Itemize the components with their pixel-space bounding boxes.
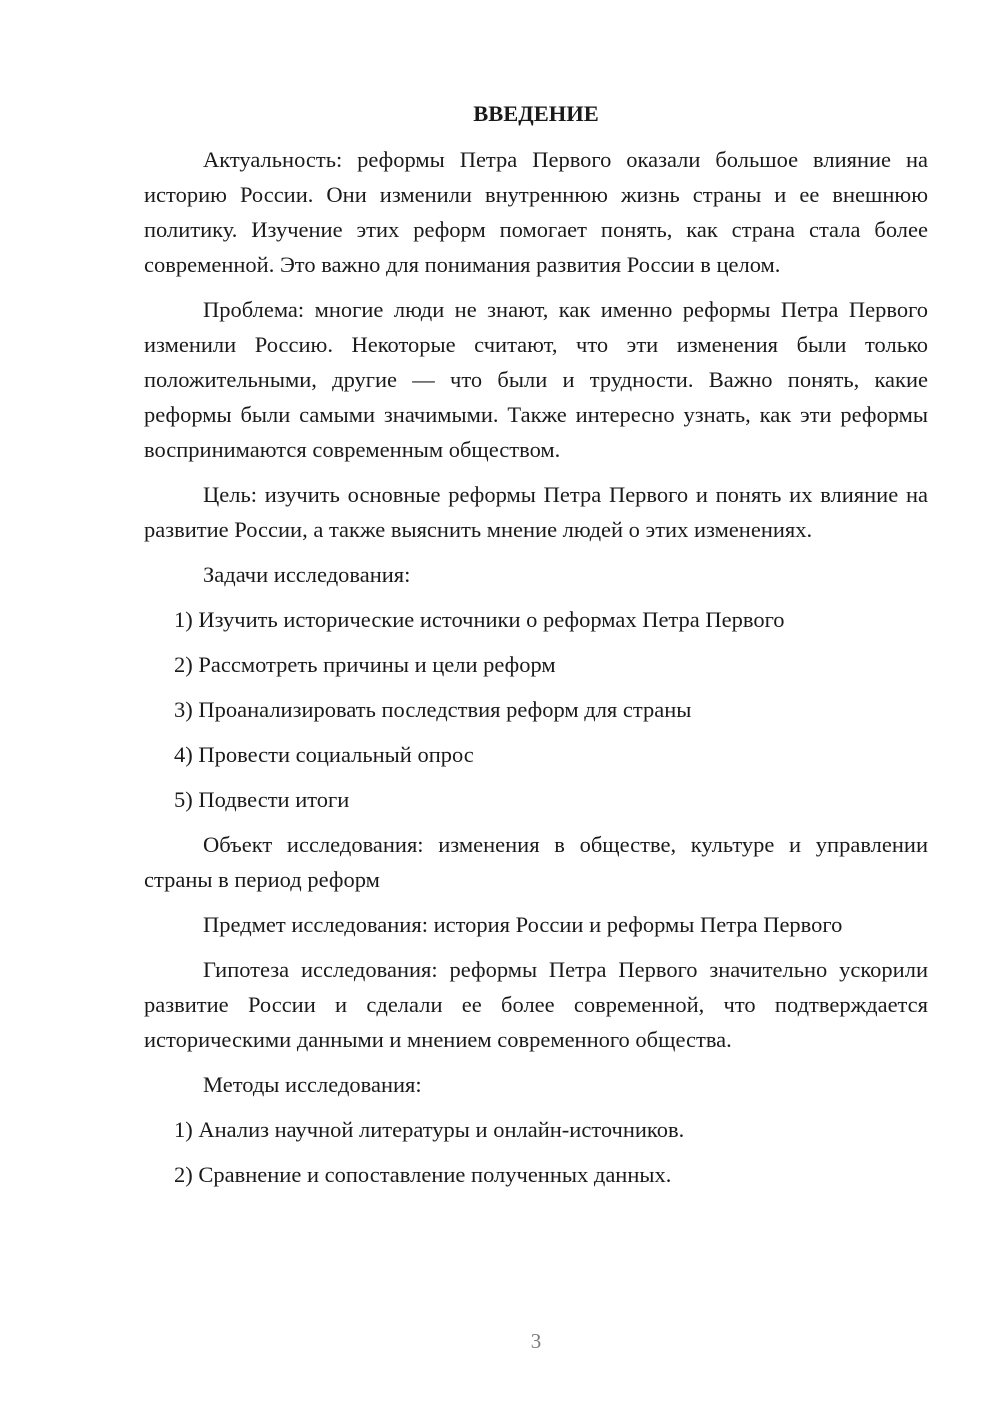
tasks-heading: Задачи исследования: (203, 562, 411, 587)
page-content (144, 96, 928, 1202)
list-item: 4) Провести социальный опрос (174, 742, 474, 767)
list-item: 5) Подвести итоги (174, 787, 350, 812)
hypothesis-paragraph: Гипотеза исследования: реформы Петра Первого значительно ускорили развитие России и сделали ее более современной, что подтверждается историческими данными и мнением современного общества. (144, 957, 928, 1052)
section-heading: ВВЕДЕНИЕ (473, 101, 599, 126)
list-item: 1) Изучить исторические источники о реформах Петра Первого (174, 607, 785, 632)
object-paragraph: Объект исследования: изменения в обществе, культуре и управлении страны в период реформ (144, 832, 928, 892)
tasks-list (144, 602, 928, 817)
subject-paragraph: Предмет исследования: история России и реформы Петра Первого (203, 912, 843, 937)
relevance-paragraph: Актуальность: реформы Петра Первого оказали большое влияние на историю России. Они изменили внутреннюю жизнь страны и ее внешнюю политику. Изучение этих реформ помогает понять, как страна стала более современной. Это важно для понимания развития России в целом. (144, 147, 928, 277)
list-item: 2) Рассмотреть причины и цели реформ (174, 652, 556, 677)
methods-list (144, 1112, 928, 1192)
page-number: 3 (530, 1329, 542, 1353)
list-item: 1) Анализ научной литературы и онлайн-источников. (174, 1117, 685, 1142)
list-item: 3) Проанализировать последствия реформ для страны (174, 697, 692, 722)
goal-paragraph: Цель: изучить основные реформы Петра Первого и понять их влияние на развитие России, а также выяснить мнение людей о этих изменениях. (144, 482, 928, 542)
methods-heading: Методы исследования: (203, 1072, 422, 1097)
problem-paragraph: Проблема: многие люди не знают, как именно реформы Петра Первого изменили Россию. Некоторые считают, что эти изменения были только положительными, другие — что были и трудности. Важно понять, какие реформы были самыми значимыми. Также интересно узнать, как эти реформы воспринимаются современным обществом. (144, 297, 928, 462)
list-item: 2) Сравнение и сопоставление полученных данных. (174, 1162, 672, 1187)
